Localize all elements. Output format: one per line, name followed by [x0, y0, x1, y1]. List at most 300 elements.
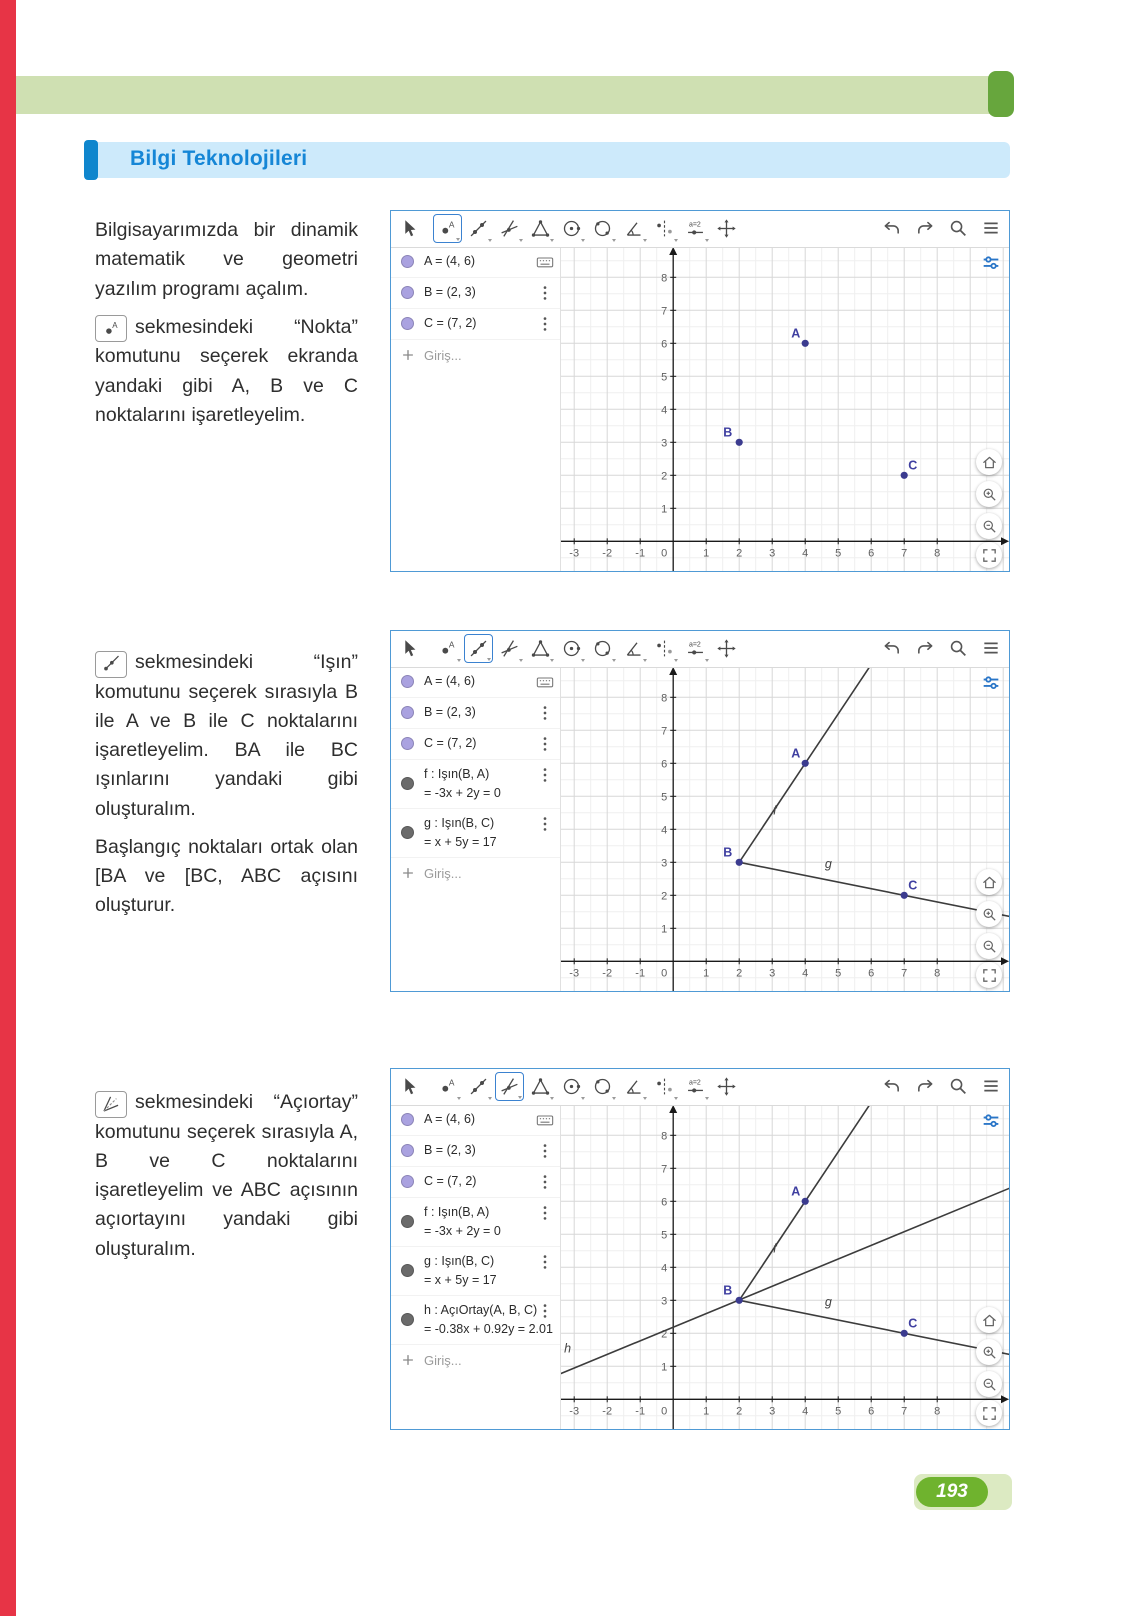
algebra-entry-label: C = (7, 2)	[424, 736, 477, 750]
undo-icon	[882, 218, 902, 238]
paragraph-text: sekmesindeki “Nokta” komutunu seçerek ekranda yandaki gibi A, B ve C noktalarını işaretleyelim.	[95, 315, 358, 426]
slider-tool-button[interactable]	[681, 1072, 710, 1101]
tool-dropdown-arrow	[674, 1097, 678, 1100]
svg-text:A: A	[448, 219, 455, 230]
construct-tool-button[interactable]	[495, 214, 524, 243]
svg-text:A: A	[791, 746, 801, 761]
home-icon	[981, 874, 998, 891]
object-visibility-bullet[interactable]	[401, 737, 414, 750]
svg-text:B: B	[723, 845, 733, 860]
svg-text:-1: -1	[635, 1405, 646, 1418]
undo-button[interactable]	[880, 1074, 904, 1098]
toolbar-action-group	[880, 1074, 1003, 1098]
circle-tool-icon	[561, 1076, 582, 1097]
svg-text:0: 0	[661, 967, 668, 980]
redo-button[interactable]	[913, 216, 937, 240]
zoomout-button[interactable]	[976, 933, 1002, 959]
svg-text:7: 7	[661, 305, 668, 318]
svg-text:5: 5	[661, 1229, 668, 1242]
algebra-entry-label: B = (2, 3)	[424, 1143, 476, 1157]
svg-text:0: 0	[661, 547, 668, 560]
svg-text:-2: -2	[602, 967, 613, 980]
object-visibility-bullet[interactable]	[401, 1113, 414, 1126]
svg-text:7: 7	[901, 1405, 908, 1418]
algebra-row[interactable]	[391, 1247, 560, 1296]
point-tool-button[interactable]	[433, 1072, 462, 1101]
menu-button[interactable]	[979, 1074, 1003, 1098]
polygon-tool-button[interactable]	[526, 1072, 555, 1101]
toolbar-action-group	[880, 636, 1003, 660]
home-button[interactable]	[976, 1307, 1002, 1333]
angle-tool-button[interactable]	[619, 1072, 648, 1101]
svg-text:1: 1	[661, 1361, 668, 1374]
algebra-input-row[interactable]	[391, 858, 560, 890]
paragraph-text: Başlangıç noktaları ortak olan [BA ve [BC, ABC açısını oluşturur.	[95, 835, 358, 917]
svg-text:1: 1	[703, 547, 710, 560]
svg-text:2: 2	[736, 547, 743, 560]
page-number-badge	[916, 1477, 988, 1507]
geogebra-toolbar	[391, 631, 1009, 668]
virtual-keyboard-icon[interactable]	[535, 252, 555, 272]
graph-canvas[interactable]	[561, 1105, 1009, 1429]
angle-tool-button[interactable]	[619, 214, 648, 243]
construct-tool-button[interactable]	[495, 1072, 524, 1101]
undo-button[interactable]	[880, 636, 904, 660]
home-button[interactable]	[976, 449, 1002, 475]
algebra-input-placeholder: Giriş...	[424, 348, 462, 363]
svg-text:A: A	[448, 639, 455, 650]
tool-dropdown-arrow	[550, 239, 554, 242]
header-accent-tab	[84, 140, 98, 180]
tool-dropdown-arrow	[518, 1096, 522, 1099]
section-title: Bilgi Teknolojileri	[130, 147, 308, 170]
svg-text:C: C	[908, 878, 918, 893]
object-visibility-bullet[interactable]	[401, 1144, 414, 1157]
svg-text:C: C	[908, 1316, 918, 1331]
algebra-input-row[interactable]	[391, 1345, 560, 1377]
svg-text:3: 3	[661, 1295, 668, 1308]
tool-dropdown-arrow	[581, 1097, 585, 1100]
algebra-row[interactable]	[391, 760, 560, 809]
tool-dropdown-arrow	[488, 239, 492, 242]
move-tool-icon	[399, 1076, 420, 1097]
object-visibility-bullet[interactable]	[401, 826, 414, 839]
tool-dropdown-arrow	[519, 239, 523, 242]
algebra-row[interactable]	[391, 1136, 560, 1167]
algebra-entry-label: g : Işın(B, C)	[424, 816, 495, 830]
transform-tool-button[interactable]	[650, 214, 679, 243]
virtual-keyboard-icon[interactable]	[535, 1110, 555, 1130]
menu-button[interactable]	[979, 636, 1003, 660]
svg-text:5: 5	[835, 1405, 842, 1418]
polygon-tool-button[interactable]	[526, 214, 555, 243]
conic-tool-icon	[592, 1076, 613, 1097]
algebra-row[interactable]	[391, 278, 560, 309]
geogebra-window-1	[390, 210, 1010, 572]
fullscreen-button[interactable]	[976, 542, 1002, 568]
conic-tool-icon	[592, 638, 613, 659]
section-1-text	[95, 216, 358, 439]
undo-icon	[882, 1076, 902, 1096]
svg-text:g: g	[824, 857, 832, 872]
tool-dropdown-arrow	[643, 239, 647, 242]
slider-tool-icon	[685, 218, 706, 239]
svg-text:5: 5	[835, 967, 842, 980]
svg-text:4: 4	[661, 1262, 668, 1275]
graphics-view[interactable]	[561, 1105, 1009, 1429]
graph-canvas[interactable]	[561, 247, 1009, 571]
menu-icon	[981, 1076, 1001, 1096]
polygon-tool-icon	[530, 638, 551, 659]
angle-tool-icon	[623, 218, 644, 239]
line-tool-icon	[468, 638, 489, 659]
svg-text:4: 4	[802, 967, 809, 980]
algebra-row[interactable]	[391, 1167, 560, 1198]
svg-text:5: 5	[661, 791, 668, 804]
algebra-row[interactable]	[391, 809, 560, 858]
object-visibility-bullet[interactable]	[401, 317, 414, 330]
graphics-settings-button[interactable]	[980, 1110, 1002, 1132]
row-menu-icon[interactable]	[535, 765, 555, 785]
row-menu-icon[interactable]	[535, 703, 555, 723]
algebra-entry-label: f : Işın(B, A)	[424, 767, 490, 781]
paragraph	[95, 216, 358, 304]
undo-button[interactable]	[880, 216, 904, 240]
paragraph	[95, 313, 358, 430]
point-tool-icon	[437, 638, 458, 659]
row-menu-icon[interactable]	[535, 734, 555, 754]
section-header-bar	[84, 142, 1010, 178]
algebra-row[interactable]	[391, 1198, 560, 1247]
virtual-keyboard-icon[interactable]	[535, 672, 555, 692]
zoomin-icon	[981, 906, 998, 923]
algebra-panel	[391, 667, 561, 991]
fullscreen-icon	[981, 547, 998, 564]
svg-text:3: 3	[769, 547, 776, 560]
object-visibility-bullet[interactable]	[401, 706, 414, 719]
pan-tool-button[interactable]	[712, 1072, 741, 1101]
algebra-row[interactable]	[391, 698, 560, 729]
algebra-row[interactable]	[391, 729, 560, 760]
conic-tool-button[interactable]	[588, 1072, 617, 1101]
svg-text:-1: -1	[635, 967, 646, 980]
svg-text:8: 8	[934, 547, 941, 560]
home-button[interactable]	[976, 869, 1002, 895]
svg-text:A: A	[112, 320, 118, 330]
menu-button[interactable]	[979, 216, 1003, 240]
geogebra-toolbar	[391, 1069, 1009, 1106]
point-tool-icon	[437, 1076, 458, 1097]
svg-text:A: A	[448, 1077, 455, 1088]
zoomin-button[interactable]	[976, 481, 1002, 507]
algebra-row[interactable]	[391, 667, 560, 698]
object-visibility-bullet[interactable]	[401, 675, 414, 688]
angle-tool-icon	[623, 638, 644, 659]
tool-dropdown-arrow	[456, 238, 460, 241]
search-icon	[948, 1076, 968, 1096]
svg-text:f: f	[773, 803, 777, 818]
line-tool-button[interactable]	[464, 214, 493, 243]
algebra-entry-label: A = (4, 6)	[424, 254, 476, 268]
algebra-input-placeholder: Giriş...	[424, 866, 462, 881]
tool-dropdown-arrow	[487, 658, 491, 661]
zoomin-button[interactable]	[976, 901, 1002, 927]
tool-dropdown-arrow	[643, 659, 647, 662]
menu-icon	[981, 218, 1001, 238]
svg-text:6: 6	[661, 338, 668, 351]
point-tool-button[interactable]	[433, 634, 462, 663]
geogebra-window-3	[390, 1068, 1010, 1430]
paragraph	[95, 1088, 358, 1264]
search-icon	[948, 638, 968, 658]
redo-button[interactable]	[913, 636, 937, 660]
move-tool-button[interactable]	[395, 214, 424, 243]
row-menu-icon[interactable]	[535, 814, 555, 834]
pan-tool-icon	[716, 1076, 737, 1097]
zoomout-icon	[981, 938, 998, 955]
paragraph-text: Bilgisayarımızda bir dinamik matematik ve geometri yazılım programı açalım.	[95, 219, 358, 300]
zoomout-button[interactable]	[976, 513, 1002, 539]
bisector-tool-icon	[95, 1091, 127, 1118]
line-tool-icon	[468, 218, 489, 239]
point-tool-button[interactable]	[433, 214, 462, 243]
svg-text:4: 4	[802, 1405, 809, 1418]
svg-text:7: 7	[661, 1163, 668, 1176]
pan-tool-button[interactable]	[712, 214, 741, 243]
circle-tool-icon	[561, 638, 582, 659]
graphics-view[interactable]	[561, 667, 1009, 991]
svg-text:a=2: a=2	[688, 641, 701, 649]
object-visibility-bullet[interactable]	[401, 286, 414, 299]
zoomin-icon	[981, 1344, 998, 1361]
svg-text:A: A	[791, 1184, 801, 1199]
tool-dropdown-arrow	[550, 659, 554, 662]
algebra-entry-label: f : Işın(B, A)	[424, 1205, 490, 1219]
row-menu-icon[interactable]	[535, 1172, 555, 1192]
circle-tool-button[interactable]	[557, 214, 586, 243]
svg-text:3: 3	[769, 967, 776, 980]
redo-icon	[915, 218, 935, 238]
slider-tool-button[interactable]	[681, 634, 710, 663]
move-tool-button[interactable]	[395, 634, 424, 663]
row-menu-icon[interactable]	[535, 1141, 555, 1161]
search-button[interactable]	[946, 1074, 970, 1098]
circle-tool-button[interactable]	[557, 634, 586, 663]
algebra-entry-value: = x + 5y = 17	[424, 1273, 497, 1287]
svg-text:4: 4	[802, 547, 809, 560]
svg-text:6: 6	[868, 547, 875, 560]
svg-text:g: g	[824, 1295, 832, 1310]
svg-text:-2: -2	[602, 547, 613, 560]
svg-text:-3: -3	[569, 1405, 580, 1418]
left-red-stripe	[0, 0, 16, 1616]
paragraph	[95, 833, 358, 921]
graphics-settings-button[interactable]	[980, 252, 1002, 274]
svg-text:6: 6	[868, 1405, 875, 1418]
line-tool-button[interactable]	[464, 634, 493, 663]
construct-tool-icon	[499, 218, 520, 239]
graphics-view[interactable]	[561, 247, 1009, 571]
svg-text:A: A	[791, 326, 801, 341]
svg-text:B: B	[723, 425, 733, 440]
algebra-panel	[391, 1105, 561, 1429]
menu-icon	[981, 638, 1001, 658]
svg-text:1: 1	[703, 967, 710, 980]
move-tool-button[interactable]	[395, 1072, 424, 1101]
section-3-text	[95, 1088, 358, 1273]
svg-text:2: 2	[661, 890, 668, 903]
row-menu-icon[interactable]	[535, 283, 555, 303]
svg-text:C: C	[908, 458, 918, 473]
svg-text:5: 5	[835, 547, 842, 560]
row-menu-icon[interactable]	[535, 314, 555, 334]
fullscreen-icon	[981, 1405, 998, 1422]
tool-dropdown-arrow	[457, 1097, 461, 1100]
algebra-row[interactable]	[391, 1296, 560, 1345]
move-tool-icon	[399, 638, 420, 659]
move-tool-icon	[399, 218, 420, 239]
undo-icon	[882, 638, 902, 658]
svg-text:7: 7	[661, 725, 668, 738]
conic-tool-icon	[592, 218, 613, 239]
svg-text:2: 2	[661, 470, 668, 483]
row-menu-icon[interactable]	[535, 1301, 555, 1321]
slider-tool-icon	[685, 1076, 706, 1097]
fullscreen-button[interactable]	[976, 962, 1002, 988]
tool-dropdown-arrow	[705, 1097, 709, 1100]
toolbar-tool-group	[395, 634, 741, 663]
svg-text:7: 7	[901, 547, 908, 560]
object-visibility-bullet[interactable]	[401, 1175, 414, 1188]
redo-icon	[915, 1076, 935, 1096]
algebra-row[interactable]	[391, 1105, 560, 1136]
algebra-row[interactable]	[391, 247, 560, 278]
fullscreen-icon	[981, 967, 998, 984]
point-tool-icon	[95, 315, 127, 342]
row-menu-icon[interactable]	[535, 1252, 555, 1272]
svg-text:1: 1	[703, 1405, 710, 1418]
transform-tool-icon	[654, 1076, 675, 1097]
toolbar-tool-group	[395, 214, 741, 243]
tool-dropdown-arrow	[612, 1097, 616, 1100]
angle-tool-button[interactable]	[619, 634, 648, 663]
toolbar-action-group	[880, 216, 1003, 240]
zoomin-button[interactable]	[976, 1339, 1002, 1365]
svg-text:8: 8	[934, 1405, 941, 1418]
svg-text:6: 6	[868, 967, 875, 980]
svg-text:1: 1	[661, 923, 668, 936]
redo-button[interactable]	[913, 1074, 937, 1098]
ray-tool-icon	[95, 651, 127, 678]
paragraph	[95, 648, 358, 824]
svg-text:2: 2	[661, 1328, 668, 1341]
algebra-entry-label: g : Işın(B, C)	[424, 1254, 495, 1268]
svg-text:1: 1	[661, 503, 668, 516]
section-2-text	[95, 648, 358, 930]
line-tool-button[interactable]	[464, 1072, 493, 1101]
tool-dropdown-arrow	[705, 659, 709, 662]
add-entry-icon	[399, 864, 417, 882]
tool-dropdown-arrow	[488, 1097, 492, 1100]
conic-tool-button[interactable]	[588, 214, 617, 243]
algebra-entry-label: A = (4, 6)	[424, 1112, 476, 1126]
tool-dropdown-arrow	[550, 1097, 554, 1100]
svg-text:7: 7	[901, 967, 908, 980]
search-icon	[948, 218, 968, 238]
object-visibility-bullet[interactable]	[401, 255, 414, 268]
transform-tool-icon	[654, 218, 675, 239]
svg-text:4: 4	[661, 404, 668, 417]
point-tool-icon	[437, 218, 458, 239]
redo-icon	[915, 638, 935, 658]
svg-text:3: 3	[661, 437, 668, 450]
construct-tool-button[interactable]	[495, 634, 524, 663]
page-number: 193	[936, 1481, 968, 1502]
geogebra-window-2	[390, 630, 1010, 992]
conic-tool-button[interactable]	[588, 634, 617, 663]
algebra-entry-label: B = (2, 3)	[424, 705, 476, 719]
graph-canvas[interactable]	[561, 667, 1009, 991]
tool-dropdown-arrow	[643, 1097, 647, 1100]
search-button[interactable]	[946, 636, 970, 660]
object-visibility-bullet[interactable]	[401, 1215, 414, 1228]
algebra-row[interactable]	[391, 309, 560, 340]
tool-dropdown-arrow	[674, 659, 678, 662]
paragraph-text: sekmesindeki “Işın” komutunu seçerek sırasıyla B ile A ve B ile C noktalarını işaretleyelim. BA ile BC ışınlarını yandaki gibi oluşturalım.	[95, 651, 358, 820]
object-visibility-bullet[interactable]	[401, 777, 414, 790]
object-visibility-bullet[interactable]	[401, 1264, 414, 1277]
svg-text:6: 6	[661, 758, 668, 771]
home-icon	[981, 1312, 998, 1329]
svg-text:4: 4	[661, 824, 668, 837]
transform-tool-button[interactable]	[650, 1072, 679, 1101]
algebra-entry-value: = -3x + 2y = 0	[424, 1224, 501, 1238]
line-tool-icon	[468, 1076, 489, 1097]
polygon-tool-button[interactable]	[526, 634, 555, 663]
zoomout-button[interactable]	[976, 1371, 1002, 1397]
slider-tool-button[interactable]	[681, 214, 710, 243]
svg-text:f: f	[773, 1241, 777, 1256]
graphics-settings-button[interactable]	[980, 672, 1002, 694]
tool-dropdown-arrow	[705, 239, 709, 242]
top-green-band	[16, 76, 1012, 114]
svg-text:3: 3	[661, 857, 668, 870]
add-entry-icon	[399, 1351, 417, 1369]
object-visibility-bullet[interactable]	[401, 1313, 414, 1326]
pan-tool-button[interactable]	[712, 634, 741, 663]
algebra-entry-label: h : AçıOrtay(A, B, C)	[424, 1303, 538, 1317]
paragraph-text: sekmesindeki “Açıortay” komutunu seçerek sırasıyla A, B ve C noktalarını işaretleyelim ve ABC açısının açıortayını yandaki gibi oluşturalım.	[95, 1091, 358, 1260]
fullscreen-button[interactable]	[976, 1400, 1002, 1426]
algebra-entry-label: C = (7, 2)	[424, 1174, 477, 1188]
algebra-input-row[interactable]	[391, 340, 560, 372]
transform-tool-button[interactable]	[650, 634, 679, 663]
tool-dropdown-arrow	[581, 239, 585, 242]
svg-text:6: 6	[661, 1196, 668, 1209]
row-menu-icon[interactable]	[535, 1203, 555, 1223]
pan-tool-icon	[716, 638, 737, 659]
svg-text:2: 2	[736, 1405, 743, 1418]
construct-tool-icon	[499, 638, 520, 659]
search-button[interactable]	[946, 216, 970, 240]
algebra-input-placeholder: Giriş...	[424, 1353, 462, 1368]
tool-dropdown-arrow	[612, 239, 616, 242]
circle-tool-button[interactable]	[557, 1072, 586, 1101]
svg-text:5: 5	[661, 371, 668, 384]
tool-dropdown-arrow	[612, 659, 616, 662]
svg-text:3: 3	[769, 1405, 776, 1418]
circle-tool-icon	[561, 218, 582, 239]
